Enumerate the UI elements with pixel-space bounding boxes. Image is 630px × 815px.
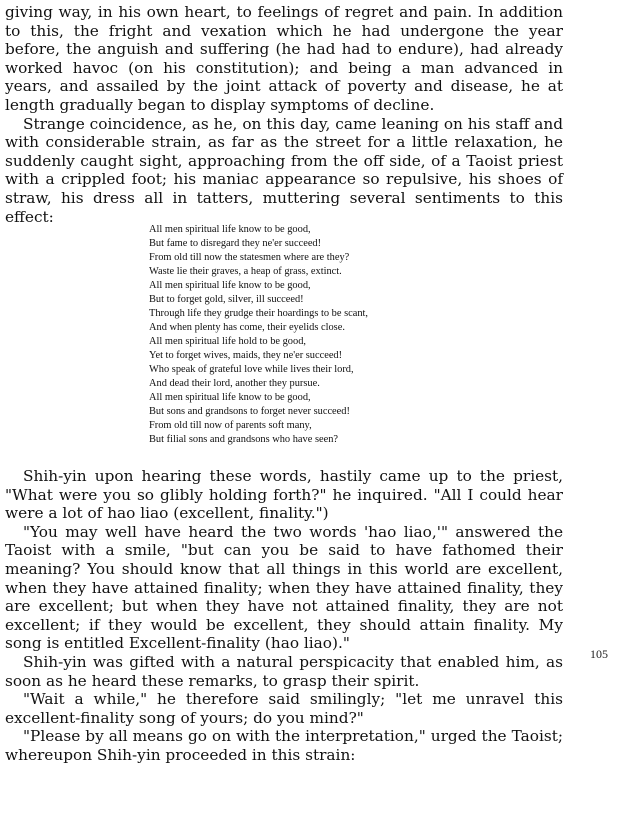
poem-line: Who speak of grateful love while lives their lord, [149, 364, 354, 375]
poem-line: All men spiritual life know to be good, [149, 224, 311, 235]
poem-line: And dead their lord, another they pursue. [149, 378, 320, 389]
poem-line: All men spiritual life hold to be good, [149, 336, 306, 347]
poem-excellent-finality [149, 223, 368, 447]
poem-line: But fame to disregard they ne'er succeed! [149, 238, 322, 249]
paragraph-wait-a-while: "Wait a while," he therefore said smilingly; "let me unravel this excellent-finality song of yours; do you mind?" [5, 690, 563, 727]
poem-line: But sons and grandsons to forget never succeed! [149, 406, 350, 417]
poem-line: But filial sons and grandsons who have seen? [149, 434, 339, 445]
poem-line: From old till now the statesmen where are they? [149, 252, 350, 263]
poem-line: All men spiritual life know to be good, [149, 280, 311, 291]
poem-line: And when plenty has come, their eyelids close. [149, 322, 345, 333]
poem-line: All men spiritual life know to be good, [149, 392, 311, 403]
paragraph-perspicacity: Shih-yin was gifted with a natural perspicacity that enabled him, as soon as he heard these remarks, to grasp their spirit. [5, 652, 563, 690]
paragraph-taoist-answers: "You may well have heard the two words 'hao liao,'" answered the Taoist with a smile, "but can you be said to have fathomed their meaning? You should know that all things in this world are excellent, when they have attained finality; when they have attained finality, they are excellent; but when they have not attained finality, they are not excellent; if they would be excellent, they should attain finality. My song is entitled Excellent-finality (hao liao)." [5, 522, 563, 653]
paragraph-interpretation: "Please by all means go on with the interpretation," urged the Taoist; whereupon Shih-yin proceeded in this strain: [5, 727, 563, 764]
poem-line: Through life they grudge their hoardings to be scant, [149, 308, 369, 319]
poem-line: From old till now of parents soft many, [149, 420, 312, 431]
paragraph-decline: giving way, in his own heart, to feelings of regret and pain. In addition to this, the fright and vexation which he had undergone the year before, the anguish and suffering (he had had to endure), had already worked havoc (on his constitution); and being a man advanced in years, and assailed by the joint attack of poverty and disease, he at length gradually began to display symptoms of decline. [5, 3, 563, 114]
page-number: 105 [590, 647, 608, 661]
poem-line: But to forget gold, silver, ill succeed! [149, 294, 304, 305]
poem-line: Waste lie their graves, a heap of grass, extinct. [149, 266, 342, 277]
book-page [5, 3, 563, 764]
dialogue-section [5, 467, 563, 765]
poem-line: Yet to forget wives, maids, they ne'er succeed! [149, 350, 343, 361]
paragraph-taoist-priest: Strange coincidence, as he, on this day, came leaning on his staff and with considerable strain, as far as the street for a little relaxation, he suddenly caught sight, approaching from the off side, of a Taoist priest with a crippled foot; his maniac appearance so repulsive, his shoes of straw, his dress all in tatters, muttering several sentiments to this effect: [5, 114, 563, 226]
paragraph-shih-yin-asks: Shih-yin upon hearing these words, hastily came up to the priest, "What were you so glibly holding forth?" he inquired. "All I could hear were a lot of hao liao (excellent, finality.") [5, 467, 563, 523]
